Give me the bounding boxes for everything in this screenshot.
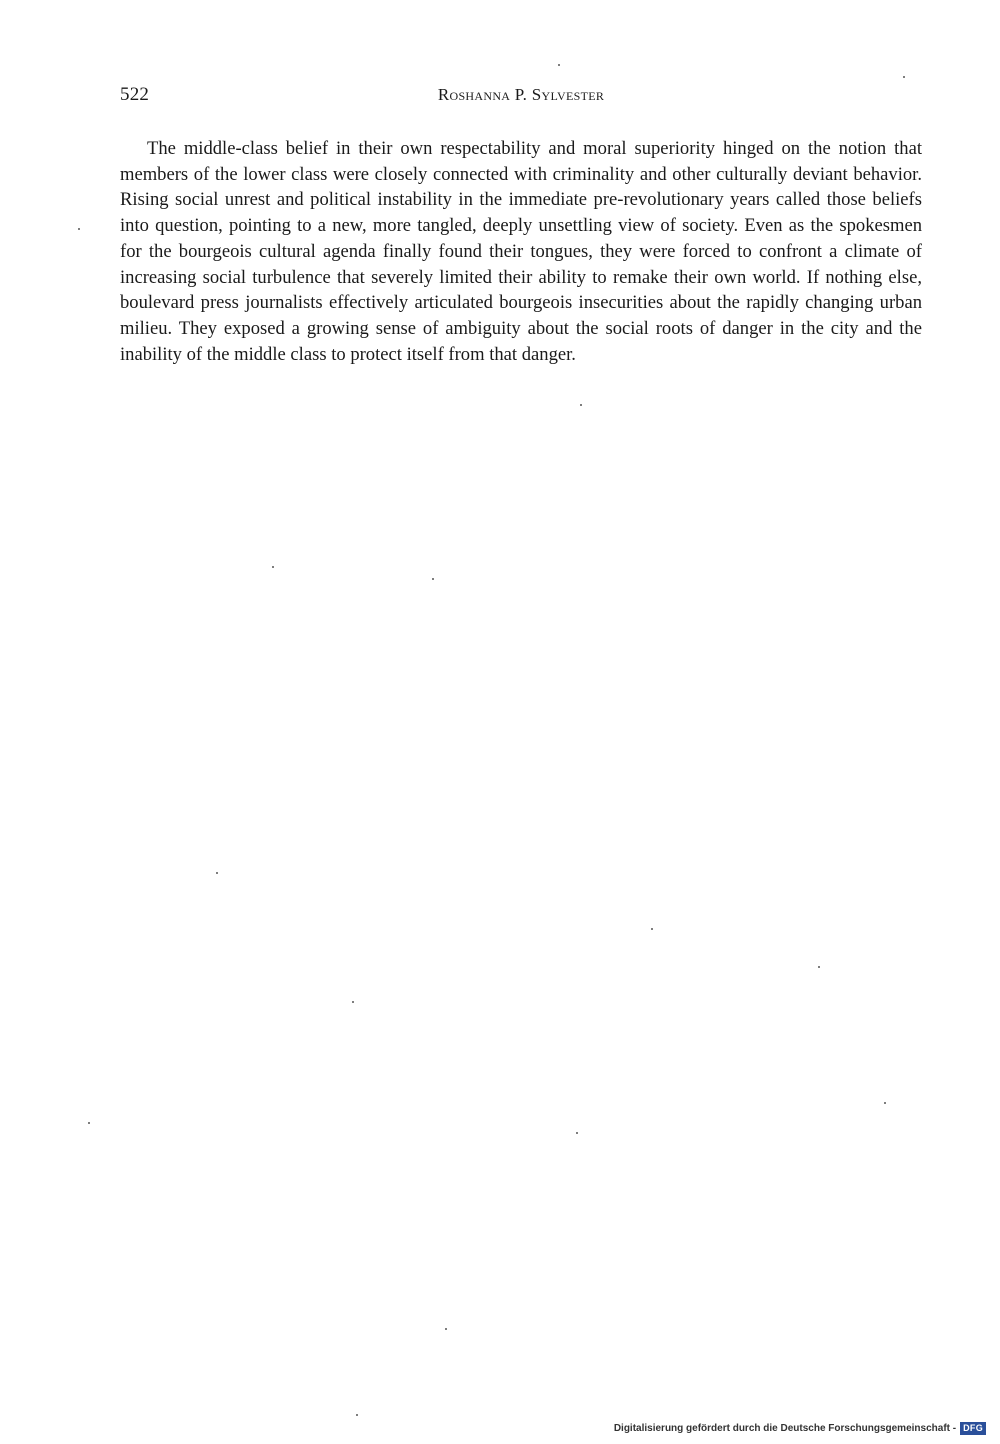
page-number: 522 [120, 84, 150, 105]
scan-speck [884, 1102, 886, 1104]
running-head [120, 84, 922, 110]
scan-speck [580, 404, 582, 406]
scan-speck [272, 566, 274, 568]
scan-speck [88, 1122, 90, 1124]
scan-speck [356, 1414, 358, 1416]
scan-speck [651, 928, 653, 930]
scan-speck [352, 1001, 354, 1003]
scan-speck [576, 1132, 578, 1134]
scan-speck [558, 64, 560, 66]
dfg-logo-icon: DFG [960, 1422, 986, 1435]
digitization-footer [614, 1420, 986, 1436]
running-title: Roshanna P. Sylvester [437, 85, 605, 104]
scan-speck [445, 1328, 447, 1330]
digitization-note: Digitalisierung gefördert durch die Deutsche Forschungsgemeinschaft - [613, 1422, 957, 1434]
scan-speck [432, 578, 434, 580]
scan-speck [78, 228, 80, 230]
scan-speck [818, 966, 820, 968]
scan-speck [903, 76, 905, 78]
scan-speck [216, 872, 218, 874]
body-paragraph: The middle-class belief in their own respectability and moral superiority hinged on the notion that members of the lower class were closely connected with criminality and other culturally deviant behavior. Rising social unrest and political instability in the immediate pre-revolutionary years called those beliefs into question, pointing to a new, more tangled, deeply unsettling view of society. Even as the spokesmen for the bourgeois cultural agenda finally found their tongues, they were forced to confront a climate of increasing social turbulence that severely limited their ability to remake their own world. If nothing else, boulevard press journalists effectively articulated bourgeois insecurities about the rapidly changing urban milieu. They exposed a growing sense of ambiguity about the social roots of danger in the city and the inability of the middle class to protect itself from that danger. [120, 138, 922, 365]
